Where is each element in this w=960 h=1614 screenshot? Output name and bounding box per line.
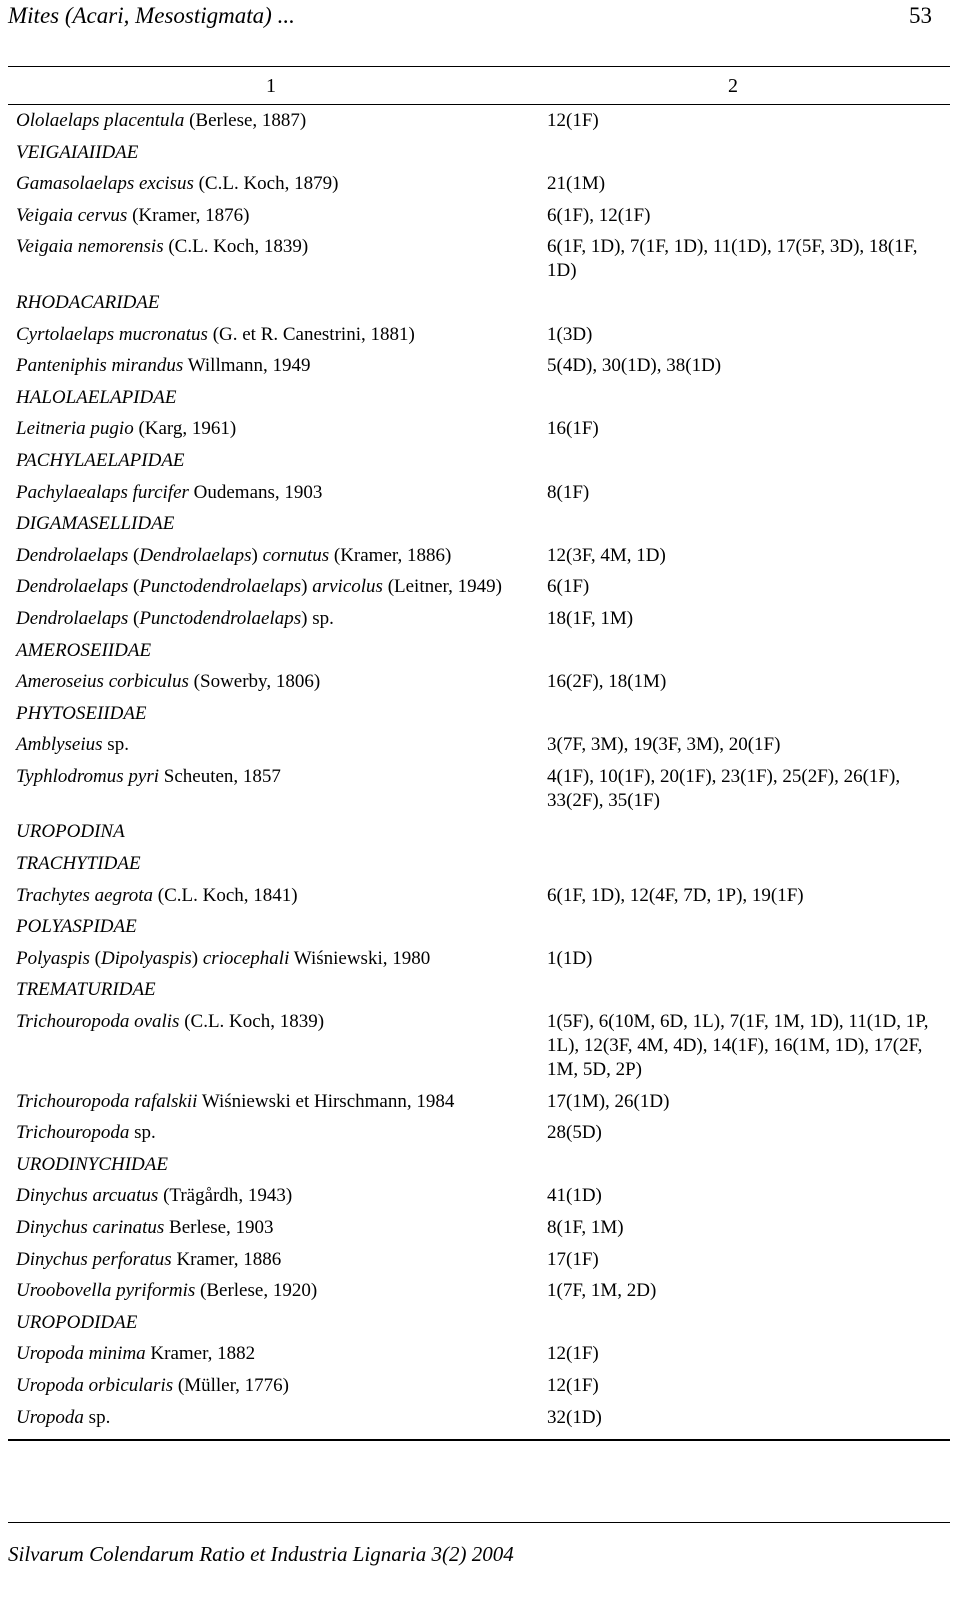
taxon-authority: ) <box>301 576 313 598</box>
taxon-authority: Kramer, 1882 <box>145 1343 256 1365</box>
species-row <box>8 1184 950 1208</box>
species-name <box>8 1216 538 1240</box>
species-row <box>8 481 950 505</box>
locality-records: 32(1D) <box>547 1406 602 1428</box>
species-row <box>8 1216 950 1240</box>
species-name <box>8 417 538 441</box>
taxon-name-italic: Amblyseius <box>16 734 103 756</box>
species-name <box>8 670 538 694</box>
page-number: 53 <box>909 3 932 28</box>
family-name: RHODACARIDAE <box>16 291 160 313</box>
taxon-authority: ( <box>128 544 140 566</box>
family-name: HALOLAELAPIDAE <box>16 386 177 408</box>
family-name: TREMATURIDAE <box>16 979 156 1001</box>
taxon-authority: (C.L. Koch, 1839) <box>163 236 309 258</box>
locality-records: 1(5F), 6(10M, 6D, 1L), 7(1F, 1M, 1D), 11(1D, 1P, 1L), 12(3F, 4M, 4D), 14(1F), 16(1M, 1D), 17(2F, 1M, 5D, 2P) <box>547 1011 929 1081</box>
taxon-authority: Willmann, 1949 <box>183 355 311 377</box>
species-row <box>8 1090 950 1114</box>
taxon-authority: (C.L. Koch, 1841) <box>153 884 298 906</box>
taxon-authority: ) <box>251 544 263 566</box>
taxon-authority: Kramer, 1886 <box>171 1248 282 1270</box>
species-row <box>8 1010 950 1082</box>
table-body <box>8 109 950 1437</box>
taxon-authority: sp. <box>83 1406 111 1428</box>
family-row <box>8 386 950 410</box>
locality-records: 16(1F) <box>547 418 599 440</box>
locality-records: 28(5D) <box>547 1122 602 1144</box>
taxon-name-italic: Dendrolaelaps <box>139 544 252 566</box>
species-name <box>8 172 538 196</box>
locality-records: 41(1D) <box>547 1185 602 1207</box>
species-row <box>8 733 950 757</box>
taxon-name-italic: Cyrtolaelaps mucronatus <box>16 323 208 345</box>
column-header-1: 1 <box>266 75 276 97</box>
family-row <box>8 449 950 473</box>
table-bottom-rule <box>8 1439 950 1441</box>
taxon-authority: (Müller, 1776) <box>173 1374 289 1396</box>
locality-records: 1(7F, 1M, 2D) <box>547 1280 657 1302</box>
taxon-authority: ) <box>191 947 203 969</box>
species-row <box>8 172 950 196</box>
locality-records: 17(1F) <box>547 1248 599 1270</box>
family-name: PACHYLAELAPIDAE <box>16 449 185 471</box>
taxon-authority: Wiśniewski, 1980 <box>289 947 431 969</box>
species-name <box>8 1090 538 1114</box>
taxon-name-italic: criocephali <box>202 947 290 969</box>
taxon-name-italic: Dinychus carinatus <box>16 1217 165 1238</box>
family-row <box>8 1311 950 1335</box>
family-row <box>8 702 950 726</box>
taxon-name-italic: Trachytes aegrota <box>16 884 154 906</box>
header-rule <box>8 104 950 105</box>
species-row <box>8 607 950 631</box>
taxon-authority: sp. <box>129 1122 156 1144</box>
species-name <box>8 109 538 133</box>
taxon-name-italic: Polyaspis <box>16 947 90 969</box>
species-name <box>8 481 538 505</box>
species-row <box>8 1342 950 1366</box>
locality-records: 8(1F) <box>547 481 590 503</box>
family-name: VEIGAIAIIDAE <box>16 141 139 163</box>
family-name: PHYTOSEIIDAE <box>16 702 147 724</box>
species-row <box>8 235 950 283</box>
locality-records: 12(1F) <box>547 1343 599 1365</box>
species-row <box>8 575 950 599</box>
family-name: URODINYCHIDAE <box>16 1153 168 1175</box>
taxon-name-italic: Uropoda orbicularis <box>16 1374 174 1396</box>
species-name <box>8 1374 538 1398</box>
taxon-authority: (Berlese, 1920) <box>195 1280 318 1302</box>
taxon-authority: ( <box>89 947 101 969</box>
species-name <box>8 884 538 908</box>
locality-records: 18(1F, 1M) <box>547 607 634 629</box>
family-name: POLYASPIDAE <box>16 916 137 938</box>
species-name <box>8 607 538 631</box>
species-name <box>8 733 538 757</box>
locality-records: 5(4D), 30(1D), 38(1D) <box>547 355 722 377</box>
species-row <box>8 354 950 378</box>
locality-records: 1(3D) <box>547 323 593 345</box>
taxon-authority: (Berlese, 1887) <box>184 110 307 131</box>
species-name <box>8 1406 538 1430</box>
family-row <box>8 291 950 315</box>
family-name: AMEROSEIIDAE <box>16 639 152 661</box>
family-row <box>8 820 950 844</box>
species-row <box>8 109 950 133</box>
family-row <box>8 852 950 876</box>
species-row <box>8 1406 950 1430</box>
taxon-authority: ) sp. <box>301 607 334 629</box>
taxon-authority: (Trägårdh, 1943) <box>158 1185 293 1207</box>
species-row <box>8 884 950 908</box>
taxon-name-italic: arvicolus <box>312 576 383 598</box>
taxon-name-italic: Typhlodromus pyri <box>16 765 160 787</box>
locality-records: 21(1M) <box>547 173 606 195</box>
locality-records: 12(3F, 4M, 1D) <box>547 544 666 566</box>
taxon-name-italic: Veigaia nemorensis <box>16 236 164 258</box>
species-name <box>8 354 538 378</box>
species-name <box>8 544 538 568</box>
family-row <box>8 512 950 536</box>
taxon-name-italic: Gamasolaelaps excisus <box>16 173 194 195</box>
family-name: DIGAMASELLIDAE <box>16 513 175 535</box>
taxon-name-italic: Leitneria pugio <box>16 418 134 440</box>
species-row <box>8 670 950 694</box>
family-name: UROPODIDAE <box>16 1311 138 1333</box>
taxon-authority: (Kramer, 1886) <box>329 544 452 566</box>
taxon-authority: Scheuten, 1857 <box>159 765 281 787</box>
taxon-name-italic: Dipolyaspis <box>100 947 192 969</box>
species-name <box>8 1342 538 1366</box>
taxon-authority: (G. et R. Canestrini, 1881) <box>207 323 415 345</box>
column-header-2: 2 <box>728 75 738 97</box>
family-row <box>8 141 950 165</box>
species-row <box>8 204 950 228</box>
species-name <box>8 1184 538 1208</box>
locality-records: 6(1F, 1D), 12(4F, 7D, 1P), 19(1F) <box>547 884 804 906</box>
taxon-name-italic: Ameroseius corbiculus <box>16 671 189 693</box>
species-row <box>8 1279 950 1303</box>
species-name <box>8 575 538 599</box>
taxon-name-italic: cornutus <box>262 544 330 566</box>
taxon-authority: Berlese, 1903 <box>164 1217 274 1238</box>
taxon-name-italic: Uropoda <box>16 1406 84 1428</box>
species-name <box>8 1279 538 1303</box>
family-row <box>8 1153 950 1177</box>
locality-records: 12(1F) <box>547 1374 599 1396</box>
locality-records: 16(2F), 18(1M) <box>547 671 667 693</box>
taxon-authority: (C.L. Koch, 1839) <box>179 1011 325 1033</box>
taxon-name-italic: Punctodendrolaelaps <box>139 576 302 598</box>
running-title: Mites (Acari, Mesostigmata) ... <box>8 3 295 28</box>
family-name: UROPODINA <box>16 821 125 843</box>
taxon-authority: (Kramer, 1876) <box>127 204 250 226</box>
species-name <box>8 947 538 971</box>
taxon-authority: ( <box>128 607 140 629</box>
taxon-authority: (C.L. Koch, 1879) <box>193 173 339 195</box>
taxon-name-italic: Dendrolaelaps <box>16 607 129 629</box>
taxon-name-italic: Trichouropoda ovalis <box>16 1011 180 1033</box>
taxon-name-italic: Panteniphis mirandus <box>16 355 184 377</box>
footer-rule <box>8 1522 950 1523</box>
species-row <box>8 765 950 813</box>
species-name <box>8 204 538 228</box>
taxon-name-italic: Pachylaealaps furcifer <box>16 481 189 503</box>
taxon-authority: (Karg, 1961) <box>133 418 237 440</box>
taxon-name-italic: Uroobovella pyriformis <box>16 1280 196 1302</box>
table-top-rule <box>8 66 950 67</box>
taxon-authority: (Sowerby, 1806) <box>188 671 321 693</box>
species-name <box>8 1248 538 1272</box>
taxon-authority: Oudemans, 1903 <box>188 481 323 503</box>
taxon-name-italic: Dendrolaelaps <box>16 576 129 598</box>
taxon-name-italic: Uropoda minima <box>16 1343 146 1365</box>
taxon-name-italic: Trichouropoda rafalskii <box>16 1090 198 1112</box>
species-row <box>8 417 950 441</box>
family-row <box>8 639 950 663</box>
species-name <box>8 765 538 813</box>
species-row <box>8 544 950 568</box>
taxon-name-italic: Trichouropoda <box>16 1122 130 1144</box>
locality-records: 17(1M), 26(1D) <box>547 1090 670 1112</box>
taxon-authority: (Leitner, 1949) <box>382 576 502 598</box>
locality-records: 12(1F) <box>547 110 599 131</box>
journal-footer: Silvarum Colendarum Ratio et Industria Lignaria 3(2) 2004 <box>8 1542 514 1566</box>
taxon-name-italic: Dinychus arcuatus <box>16 1185 159 1207</box>
species-row <box>8 1374 950 1398</box>
page-header <box>8 0 932 34</box>
taxon-name-italic: Punctodendrolaelaps <box>139 607 302 629</box>
taxon-name-italic: Veigaia cervus <box>16 204 128 226</box>
taxon-name-italic: Dinychus perforatus <box>16 1248 172 1270</box>
locality-records: 1(1D) <box>547 947 593 969</box>
species-name <box>8 1010 538 1082</box>
species-row <box>8 1248 950 1272</box>
family-name: TRACHYTIDAE <box>16 853 141 875</box>
species-row <box>8 323 950 347</box>
locality-records: 4(1F), 10(1F), 20(1F), 23(1F), 25(2F), 26(1F), 33(2F), 35(1F) <box>547 765 901 811</box>
locality-records: 6(1F) <box>547 576 590 598</box>
species-row <box>8 1121 950 1145</box>
locality-records: 6(1F), 12(1F) <box>547 204 651 226</box>
species-name <box>8 1121 538 1145</box>
taxon-name-italic: Ololaelaps placentula <box>16 110 185 131</box>
family-row <box>8 978 950 1002</box>
taxon-authority: Wiśniewski et Hirschmann, 1984 <box>197 1090 455 1112</box>
species-row <box>8 947 950 971</box>
taxon-authority: ( <box>128 576 140 598</box>
species-name <box>8 235 538 283</box>
taxon-name-italic: Dendrolaelaps <box>16 544 129 566</box>
locality-records: 6(1F, 1D), 7(1F, 1D), 11(1D), 17(5F, 3D), 18(1F, 1D) <box>547 236 918 282</box>
taxon-authority: sp. <box>102 734 129 756</box>
locality-records: 8(1F, 1M) <box>547 1217 624 1238</box>
species-name <box>8 323 538 347</box>
locality-records: 3(7F, 3M), 19(3F, 3M), 20(1F) <box>547 734 781 756</box>
family-row <box>8 915 950 939</box>
